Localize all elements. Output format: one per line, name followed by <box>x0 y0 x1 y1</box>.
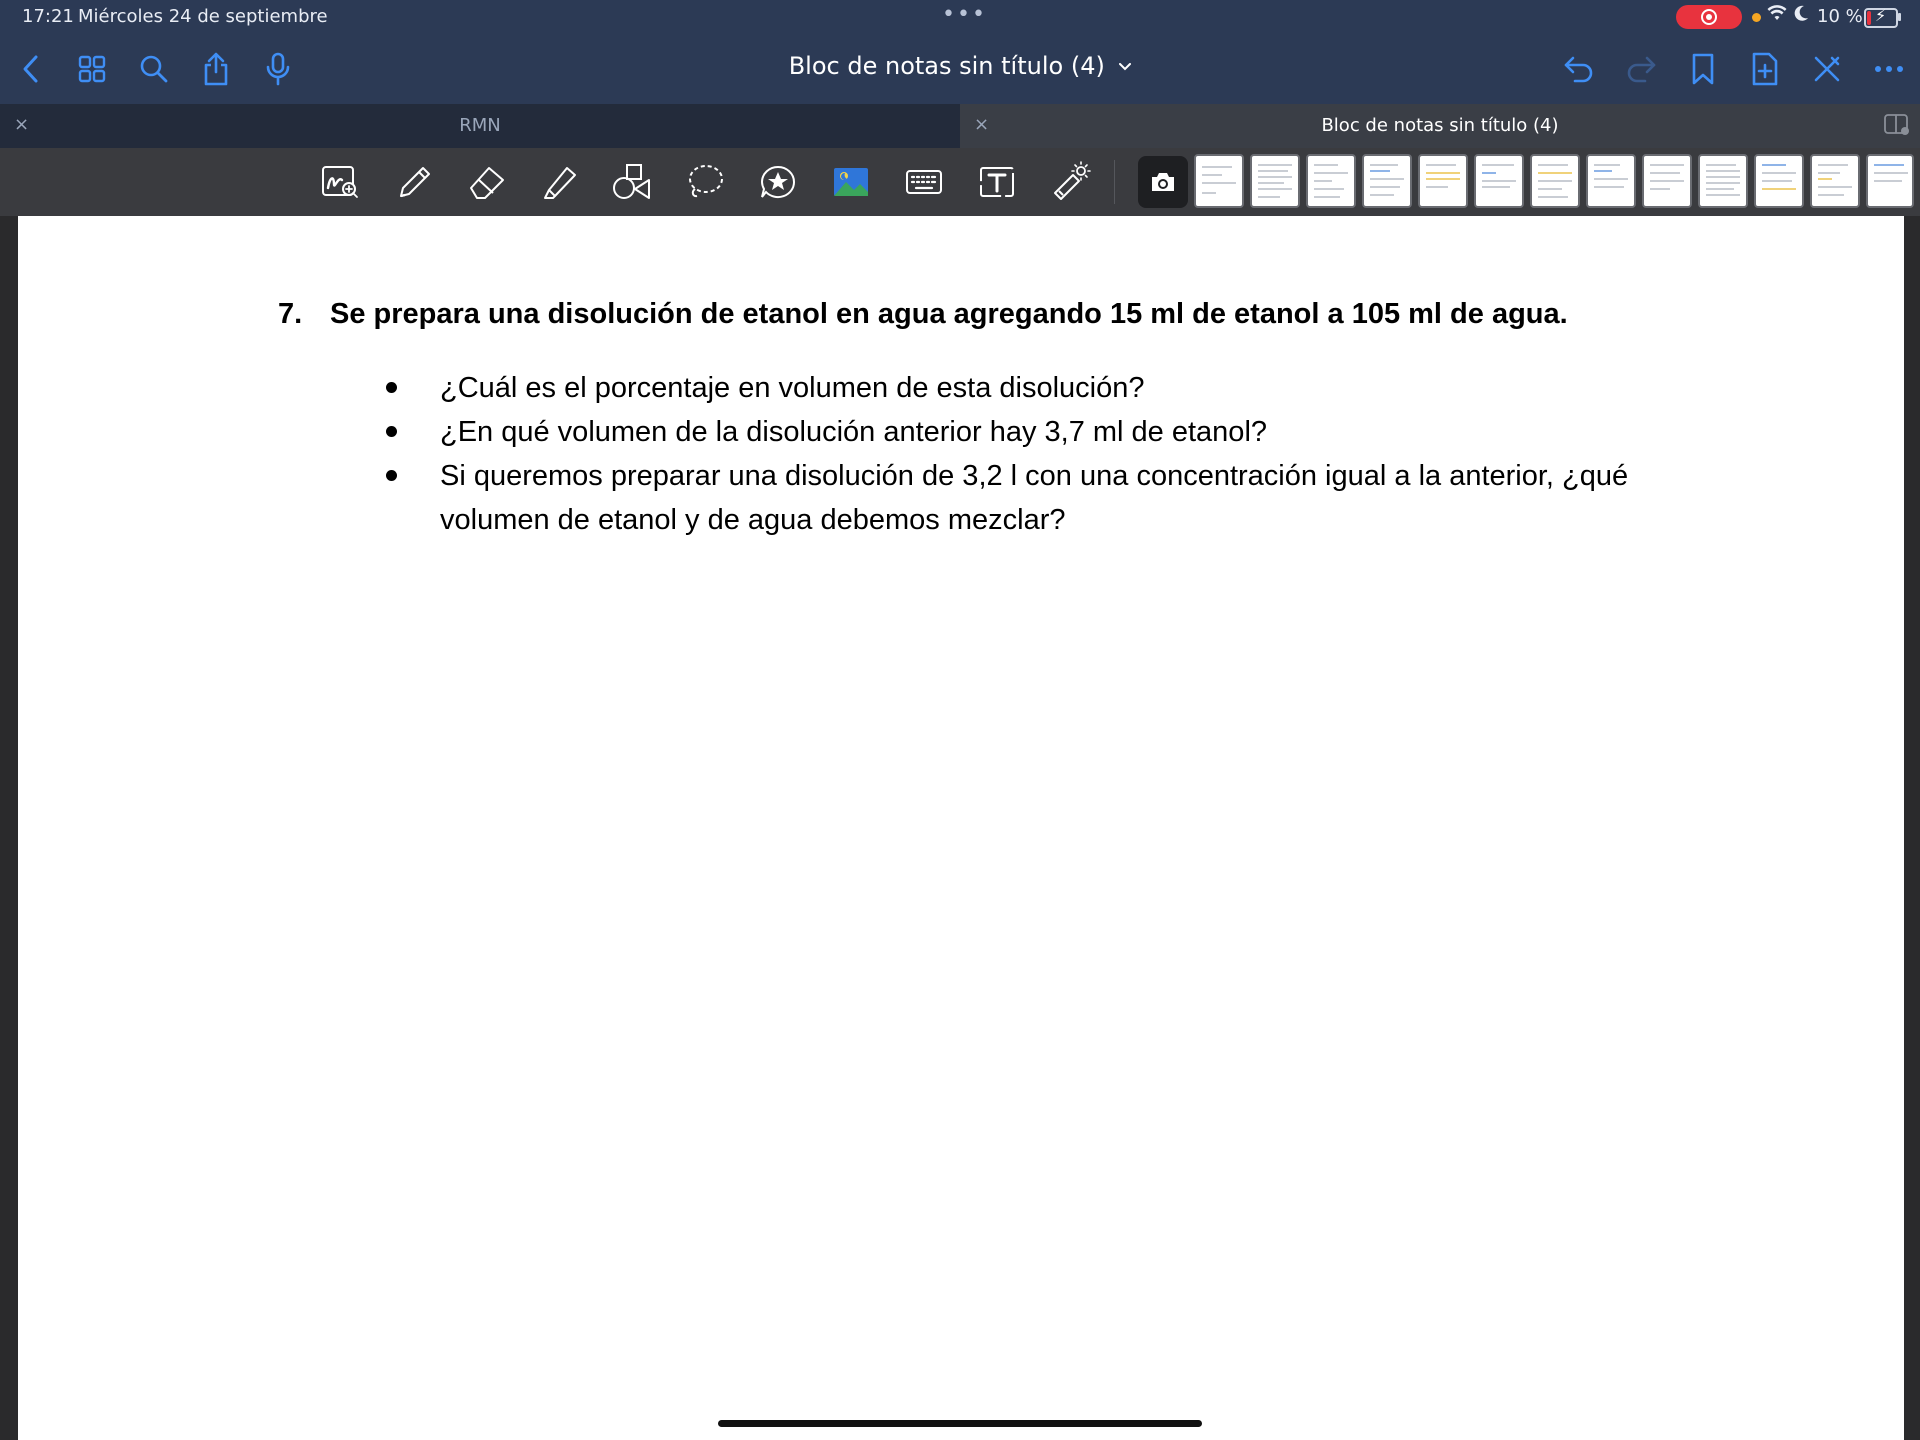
document-title-text: Bloc de notas sin título (4) <box>788 52 1105 80</box>
tab-bloc-de-notas[interactable] <box>960 104 1920 148</box>
status-bar <box>0 0 1920 34</box>
battery-percent: 10 % <box>1817 6 1863 27</box>
moon-icon <box>1793 4 1809 27</box>
list-item <box>368 454 1708 542</box>
page-thumbnail[interactable] <box>1754 154 1804 208</box>
page-thumbnail[interactable] <box>1586 154 1636 208</box>
lasso-icon[interactable] <box>678 156 732 208</box>
tab-label: RMN <box>459 115 501 136</box>
status-date: Miércoles 24 de septiembre <box>78 6 328 27</box>
highlighter-icon[interactable] <box>532 156 586 208</box>
page-thumbnail[interactable] <box>1306 154 1356 208</box>
pen-icon[interactable] <box>386 156 440 208</box>
back-icon[interactable] <box>10 48 52 90</box>
list-item <box>368 366 1708 410</box>
chevron-down-icon <box>1115 59 1131 75</box>
close-tab-icon[interactable]: × <box>14 114 30 135</box>
page-thumbnail[interactable] <box>1810 154 1860 208</box>
camera-icon <box>1149 170 1177 194</box>
battery-cap <box>1898 13 1901 21</box>
list-item <box>368 410 1708 454</box>
multitask-dots[interactable]: ••• <box>942 2 987 27</box>
microphone-icon[interactable] <box>257 48 299 90</box>
page-thumbnail[interactable] <box>1642 154 1692 208</box>
page-thumbnail[interactable] <box>1698 154 1748 208</box>
status-time: 17:21 <box>22 6 74 27</box>
split-view-icon[interactable] <box>1884 114 1910 141</box>
page-thumbnail[interactable] <box>1362 154 1412 208</box>
tab-label: Bloc de notas sin título (4) <box>1321 115 1559 136</box>
page-thumbnail[interactable] <box>1418 154 1468 208</box>
notebook-page[interactable] <box>18 216 1904 1440</box>
mic-indicator-icon <box>1752 13 1761 22</box>
question-number: 7. <box>278 298 303 330</box>
page-thumbnail[interactable] <box>1866 154 1914 208</box>
page-thumbnail[interactable] <box>1474 154 1524 208</box>
question-text: Se prepara una disolución de etanol en agua agregando 15 ml de etanol a 105 ml de agua. <box>330 298 1568 330</box>
bookmark-icon[interactable] <box>1682 48 1724 90</box>
list-item-text: ¿En qué volumen de la disolución anterior hay 3,7 ml de etanol? <box>440 416 1268 448</box>
tab-rmn[interactable] <box>0 104 960 148</box>
page-thumbnail[interactable] <box>1250 154 1300 208</box>
shapes-icon[interactable] <box>605 156 659 208</box>
bullet-list <box>368 366 1708 542</box>
bullet-dot <box>386 382 397 393</box>
grid-icon[interactable] <box>71 48 113 90</box>
screen-record-icon[interactable] <box>1676 5 1742 29</box>
tab-row <box>0 104 1920 148</box>
list-item-text: Si queremos preparar una disolución de 3,2 l con una concentración igual a la anterior, ¿qué volumen de etanol y de agua debemos mezclar? <box>440 460 1629 536</box>
wifi-icon <box>1767 4 1787 27</box>
keyboard-icon[interactable] <box>897 156 951 208</box>
add-page-icon[interactable] <box>1744 48 1786 90</box>
drawing-toolbar <box>0 148 1920 216</box>
nav-bar <box>0 34 1920 104</box>
document-title[interactable] <box>760 52 1160 80</box>
bullet-dot <box>386 470 397 481</box>
pencil-off-icon[interactable] <box>1806 48 1848 90</box>
share-icon[interactable] <box>195 48 237 90</box>
redo-icon[interactable] <box>1620 48 1662 90</box>
battery-icon: ⚡ <box>1864 8 1898 28</box>
text-box-icon[interactable] <box>970 156 1024 208</box>
sticker-icon[interactable] <box>751 156 805 208</box>
toolbar-divider <box>1114 160 1115 204</box>
image-icon[interactable] <box>824 156 878 208</box>
search-icon[interactable] <box>133 48 175 90</box>
list-item-text: ¿Cuál es el porcentaje en volumen de esta disolución? <box>440 372 1145 404</box>
home-indicator[interactable] <box>718 1420 1202 1427</box>
undo-icon[interactable] <box>1558 48 1600 90</box>
page-thumbnail[interactable] <box>1530 154 1580 208</box>
laser-pointer-icon[interactable] <box>1043 156 1097 208</box>
close-tab-icon[interactable]: × <box>974 114 990 135</box>
bullet-dot <box>386 426 397 437</box>
camera-button[interactable] <box>1138 156 1188 208</box>
more-icon[interactable] <box>1868 48 1910 90</box>
eraser-icon[interactable] <box>459 156 513 208</box>
page-thumbnail[interactable] <box>1194 154 1244 208</box>
zoom-window-icon[interactable] <box>313 156 367 208</box>
